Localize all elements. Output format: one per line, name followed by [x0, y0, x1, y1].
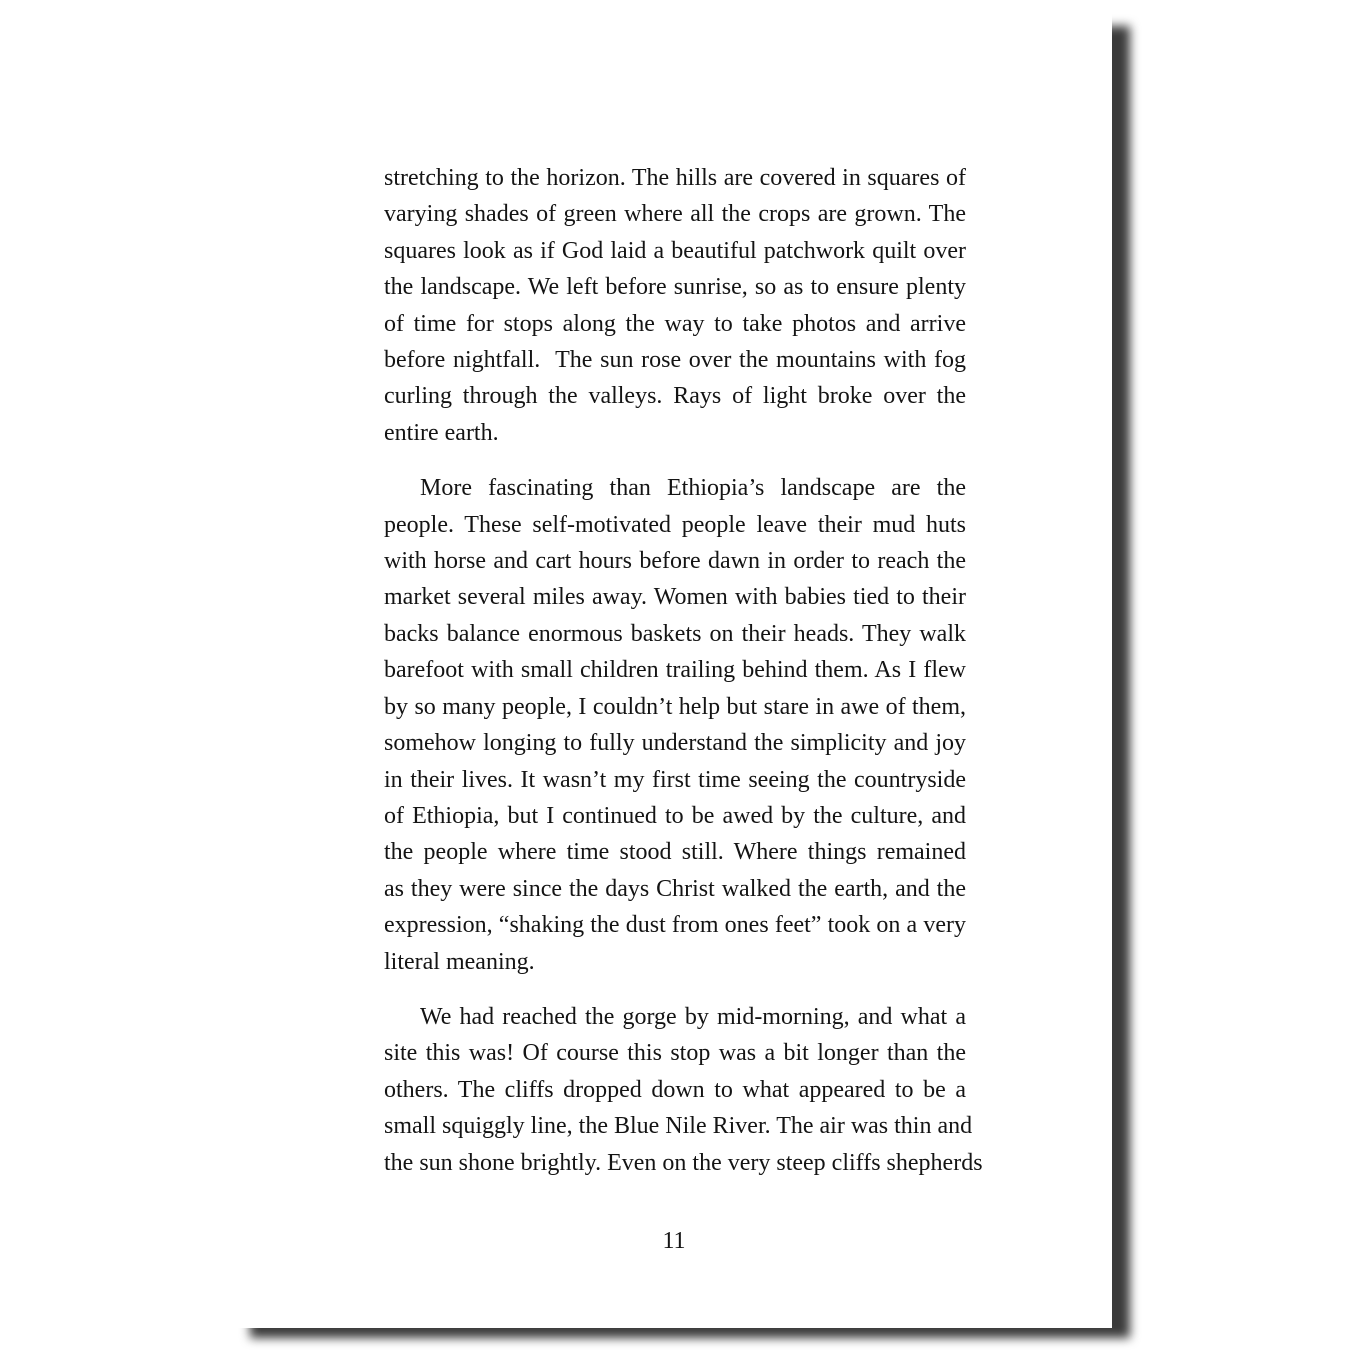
text-line: the people where time stood still. Where things remained — [384, 839, 966, 866]
text-line: the landscape. We left before sunrise, so as to ensure plenty — [384, 274, 966, 301]
paragraph-3 — [384, 999, 983, 1181]
text-line: More fascinating than Ethiopia’s landscape are the — [420, 475, 966, 502]
text-line: small squiggly line, the Blue Nile River. The air was thin and — [384, 1113, 973, 1140]
text-line: in their lives. It wasn’t my first time seeing the countryside — [384, 766, 966, 793]
text-line: squares look as if God laid a beautiful patchwork quilt over — [384, 237, 966, 264]
text-line: entire earth. — [384, 419, 499, 446]
text-line: site this was! Of course this stop was a bit longer than the — [384, 1040, 966, 1067]
text-line: by so many people, I couldn’t help but stare in awe of them, — [384, 693, 966, 720]
text-line: stretching to the horizon. The hills are covered in squares of — [384, 165, 966, 191]
text-line: somehow longing to fully understand the simplicity and joy — [384, 730, 966, 757]
text-line: before nightfall. The sun rose over the mountains with fog — [384, 347, 966, 374]
book-page — [236, 12, 1112, 1328]
paragraph-2 — [384, 470, 966, 980]
text-line: barefoot with small children trailing behind them. As I flew — [384, 657, 966, 684]
text-line: with horse and cart hours before dawn in order to reach the — [384, 548, 966, 575]
text-line: varying shades of green where all the crops are grown. The — [384, 201, 966, 228]
text-line: expression, “shaking the dust from ones feet” took on a very — [384, 912, 966, 939]
text-line: We had reached the gorge by mid-morning, and what a — [420, 1003, 966, 1030]
text-line: backs balance enormous baskets on their heads. They walk — [384, 620, 966, 647]
page-number: 11 — [662, 1228, 686, 1254]
text-line: of time for stops along the way to take photos and arrive — [384, 310, 966, 337]
text-line: curling through the valleys. Rays of light broke over the — [384, 383, 966, 410]
body-text — [384, 160, 983, 1181]
text-line: literal meaning. — [384, 948, 535, 975]
text-line: others. The cliffs dropped down to what appeared to be a — [384, 1076, 966, 1103]
text-line: the sun shone brightly. Even on the very steep cliffs shepherds — [384, 1149, 983, 1176]
paragraph-1 — [384, 160, 966, 451]
text-line: of Ethiopia, but I continued to be awed by the culture, and — [384, 802, 966, 829]
text-line: people. These self-motivated people leave their mud huts — [384, 511, 966, 538]
text-line: as they were since the days Christ walked the earth, and the — [384, 875, 966, 902]
text-line: market several miles away. Women with babies tied to their — [384, 584, 966, 611]
